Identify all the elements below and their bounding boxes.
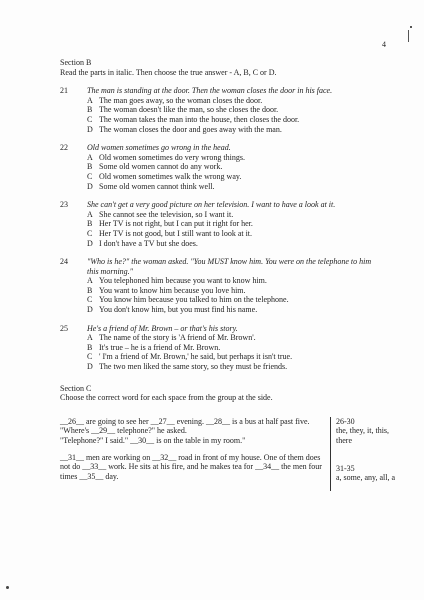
scan-mark bbox=[6, 586, 9, 589]
option-text: The two men liked the same story, so they must be friends. bbox=[99, 362, 288, 372]
answer-option bbox=[60, 229, 380, 239]
option-letter: D bbox=[87, 238, 93, 248]
section-b-title: Section B bbox=[60, 58, 92, 67]
word-bank bbox=[330, 417, 400, 491]
option-letter: A bbox=[87, 209, 93, 219]
passage-line: __31__ men are working on __32__ road in front of my house. One of them does not do __33__ work. He sits at his fire, and he makes tea for __34__ the men four times __35__ day. bbox=[60, 452, 322, 481]
answer-option bbox=[60, 239, 380, 249]
option-text: ' I'm a friend of Mr. Brown,' he said, but perhaps it isn't true. bbox=[99, 352, 293, 362]
section-c bbox=[60, 384, 380, 403]
answer-option bbox=[60, 295, 380, 305]
answer-option bbox=[60, 343, 380, 353]
option-letter: C bbox=[87, 352, 93, 362]
question-22 bbox=[60, 143, 380, 191]
option-letter: B bbox=[87, 105, 93, 115]
option-letter: D bbox=[87, 181, 93, 191]
question-list bbox=[60, 86, 380, 371]
corner-dot bbox=[410, 26, 412, 28]
word-group-words: a, some, any, all, a bbox=[336, 473, 396, 483]
word-group-31-35 bbox=[336, 464, 400, 483]
question-number: 23 bbox=[60, 200, 68, 210]
answer-option bbox=[60, 276, 380, 286]
option-text: The woman takes the man into the house, then closes the door. bbox=[99, 114, 300, 124]
answer-option bbox=[60, 182, 380, 192]
cloze-passage bbox=[60, 417, 322, 482]
question-stem bbox=[60, 86, 380, 96]
question-number: 21 bbox=[60, 86, 68, 96]
option-letter: A bbox=[87, 276, 93, 286]
option-text: The woman doesn't like the man, so she closes the door. bbox=[99, 105, 279, 115]
option-text: The man goes away, so the woman closes the door. bbox=[99, 95, 263, 105]
option-text: Old women sometimes do very wrong things. bbox=[99, 152, 245, 162]
question-stem bbox=[60, 200, 380, 210]
option-text: The woman closes the door and goes away with the man. bbox=[99, 124, 282, 134]
question-text: She can't get a very good picture on her television. I want to have a look at it. bbox=[87, 200, 336, 210]
question-text: Old women sometimes go wrong in the head. bbox=[87, 143, 231, 153]
option-text: Her TV is not good, but I still want to look at it. bbox=[99, 228, 253, 238]
answer-option bbox=[60, 286, 380, 296]
option-letter: C bbox=[87, 228, 93, 238]
option-letter: A bbox=[87, 95, 93, 105]
option-text: She cannot see the television, so I want it. bbox=[99, 209, 234, 219]
option-text: You want to know him because you love him. bbox=[99, 285, 246, 295]
option-letter: A bbox=[87, 152, 93, 162]
answer-option bbox=[60, 153, 380, 163]
option-text: I don't have a TV but she does. bbox=[99, 238, 198, 248]
answer-option bbox=[60, 105, 380, 115]
option-letter: B bbox=[87, 342, 93, 352]
answer-option bbox=[60, 305, 380, 315]
option-letter: D bbox=[87, 124, 93, 134]
word-group-26-30 bbox=[336, 417, 400, 446]
option-letter: B bbox=[87, 162, 93, 172]
question-number: 25 bbox=[60, 323, 68, 333]
question-text: The man is standing at the door. Then the woman closes the door in his face. bbox=[87, 86, 333, 96]
option-text: You telephoned him because you want to know him. bbox=[99, 276, 267, 286]
section-b-instruction: Read the parts in italic. Then choose the true answer - A, B, C or D. bbox=[60, 67, 277, 77]
option-letter: A bbox=[87, 333, 93, 343]
option-letter: B bbox=[87, 285, 93, 295]
option-text: Some old women cannot do any work. bbox=[99, 162, 223, 172]
question-21 bbox=[60, 86, 380, 134]
option-letter: D bbox=[87, 305, 93, 315]
option-letter: C bbox=[87, 295, 93, 305]
question-stem bbox=[60, 143, 380, 153]
passage-paragraph-2 bbox=[60, 453, 322, 482]
option-letter: D bbox=[87, 362, 93, 372]
option-text: Old women sometimes walk the wrong way. bbox=[99, 171, 242, 181]
passage-line: __26__ are going to see her __27__ evening. __28__ is a bus at half past five. bbox=[60, 416, 310, 426]
question-number: 24 bbox=[60, 257, 68, 267]
option-text: The name of the story is 'A friend of Mr. Brown'. bbox=[99, 333, 256, 343]
answer-option bbox=[60, 115, 380, 125]
word-group-range: 31-35 bbox=[336, 463, 355, 473]
option-text: You know him because you talked to him on the telephone. bbox=[99, 295, 289, 305]
passage-line: "Where's __29__ telephone?" he asked. bbox=[60, 426, 187, 436]
question-24 bbox=[60, 257, 380, 315]
word-group-words: the, they, it, this, there bbox=[336, 426, 390, 445]
section-c-title: Section C bbox=[60, 383, 92, 393]
question-text: He's a friend of Mr. Brown – or that's his story. bbox=[87, 323, 238, 333]
corner-mark bbox=[408, 30, 409, 42]
answer-option bbox=[60, 96, 380, 106]
question-number: 22 bbox=[60, 143, 68, 153]
option-text: Her TV is not right, but I can put it right for her. bbox=[99, 219, 253, 229]
passage-paragraph-1 bbox=[60, 417, 322, 446]
question-stem bbox=[60, 324, 380, 334]
option-text: Some old women cannot think well. bbox=[99, 181, 215, 191]
option-text: You don't know him, but you must find his name. bbox=[99, 305, 258, 315]
document-body bbox=[60, 58, 396, 488]
word-group-range: 26-30 bbox=[336, 416, 355, 426]
option-letter: C bbox=[87, 114, 93, 124]
answer-option bbox=[60, 172, 380, 182]
answer-option bbox=[60, 333, 380, 343]
answer-option bbox=[60, 162, 380, 172]
answer-option bbox=[60, 352, 380, 362]
question-stem bbox=[60, 257, 380, 276]
question-text: "Who is he?" the woman asked. "You MUST know him. You were on the telephone to him this morning." bbox=[87, 257, 372, 276]
answer-option bbox=[60, 125, 380, 135]
page-number: 4 bbox=[382, 40, 386, 49]
question-23 bbox=[60, 200, 380, 248]
answer-option bbox=[60, 210, 380, 220]
question-25 bbox=[60, 324, 380, 372]
option-letter: B bbox=[87, 219, 93, 229]
passage-line: "Telephone?" I said." __30__ is on the table in my room." bbox=[60, 436, 246, 445]
answer-option bbox=[60, 362, 380, 372]
answer-option bbox=[60, 219, 380, 229]
cloze-exercise bbox=[60, 416, 396, 483]
section-c-instruction: Choose the correct word for each space from the group at the side. bbox=[60, 393, 273, 403]
option-text: It's true – he is a friend of Mr. Brown. bbox=[99, 342, 221, 352]
option-letter: C bbox=[87, 171, 93, 181]
